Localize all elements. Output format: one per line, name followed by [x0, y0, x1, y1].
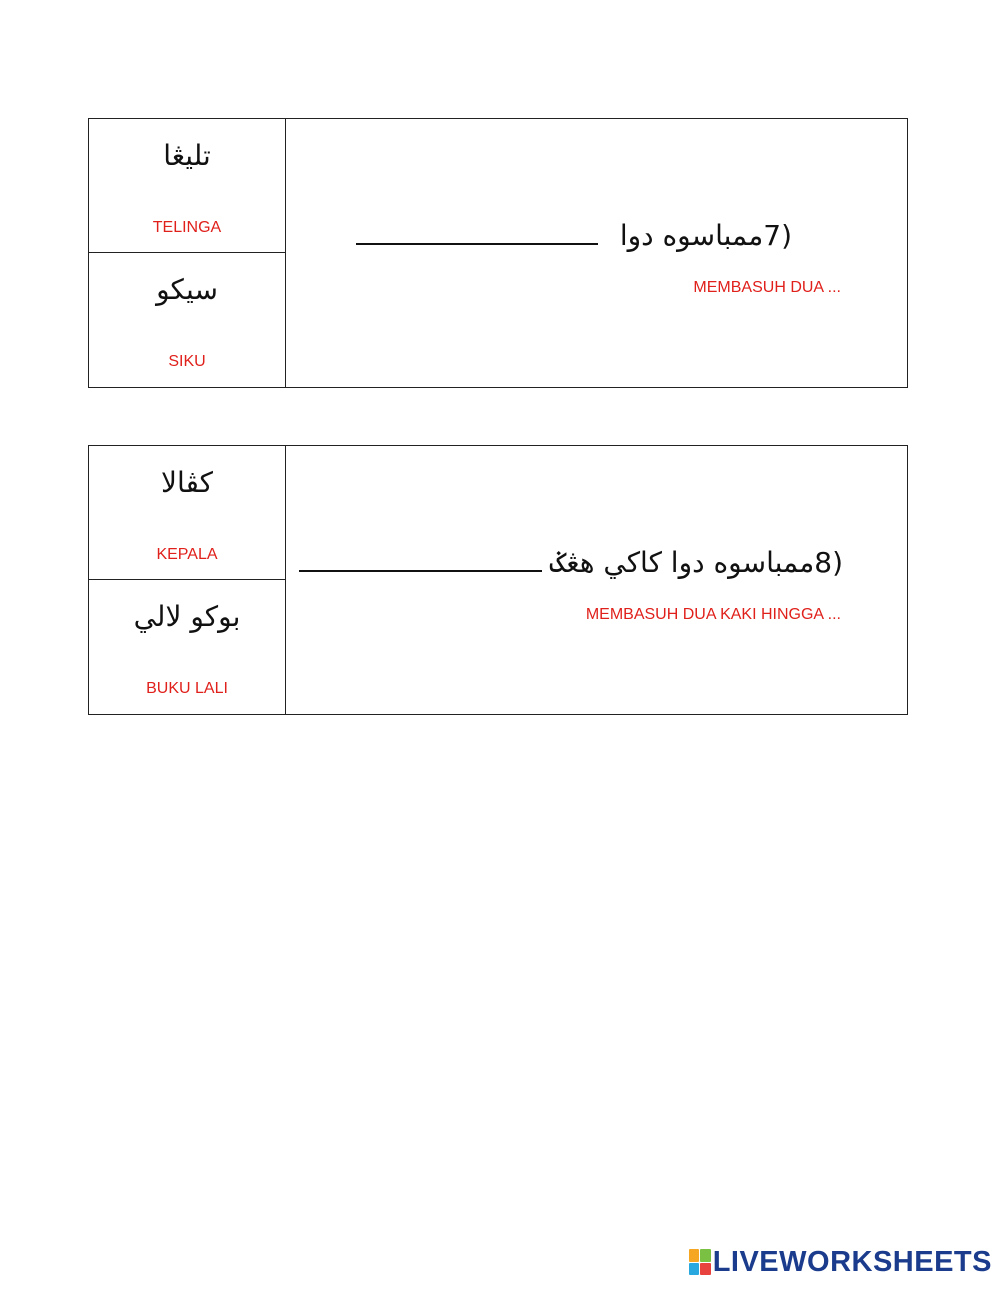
option-jawi: بوکو لالي	[133, 600, 241, 633]
question-number: 7)	[763, 219, 792, 252]
question-8-hint: MEMBASUH DUA KAKI HINGGA ...	[585, 606, 841, 623]
question-jawi-text: ممباسوه دوا کاکي هڠݢ	[549, 546, 815, 579]
option-jawi: سيکو	[156, 273, 218, 306]
logo-text: LIVEWORKSHEETS	[712, 1245, 992, 1278]
answer-option-buku-lali[interactable]	[89, 580, 285, 715]
answer-option-kepala[interactable]	[89, 446, 285, 580]
question-7-box	[88, 118, 908, 388]
question-7-hint: MEMBASUH DUA ...	[693, 279, 841, 296]
option-jawi: کڤالا	[161, 466, 213, 499]
answer-blank[interactable]	[356, 217, 598, 245]
answer-blank[interactable]	[299, 544, 542, 572]
question-8-text	[299, 544, 843, 579]
option-rumi: TELINGA	[152, 219, 222, 236]
question-jawi-text: ممباسوه دوا	[619, 219, 764, 252]
logo-square-4	[700, 1263, 711, 1276]
logo-mark-icon	[689, 1249, 711, 1275]
option-rumi: BUKU LALI	[146, 680, 228, 697]
option-rumi: SIKU	[168, 353, 206, 370]
question-7-text	[356, 217, 792, 252]
option-rumi: KEPALA	[156, 546, 218, 563]
answer-options-column	[89, 119, 286, 387]
answer-option-siku[interactable]	[89, 253, 285, 388]
logo-square-1	[689, 1249, 700, 1262]
logo-square-3	[689, 1263, 700, 1276]
liveworksheets-logo	[689, 1245, 992, 1279]
question-number: 8)	[814, 546, 843, 579]
option-jawi: تليڠا	[163, 139, 211, 172]
question-8-box	[88, 445, 908, 715]
answer-option-telinga[interactable]	[89, 119, 285, 253]
logo-square-2	[700, 1249, 711, 1262]
answer-options-column	[89, 446, 286, 714]
